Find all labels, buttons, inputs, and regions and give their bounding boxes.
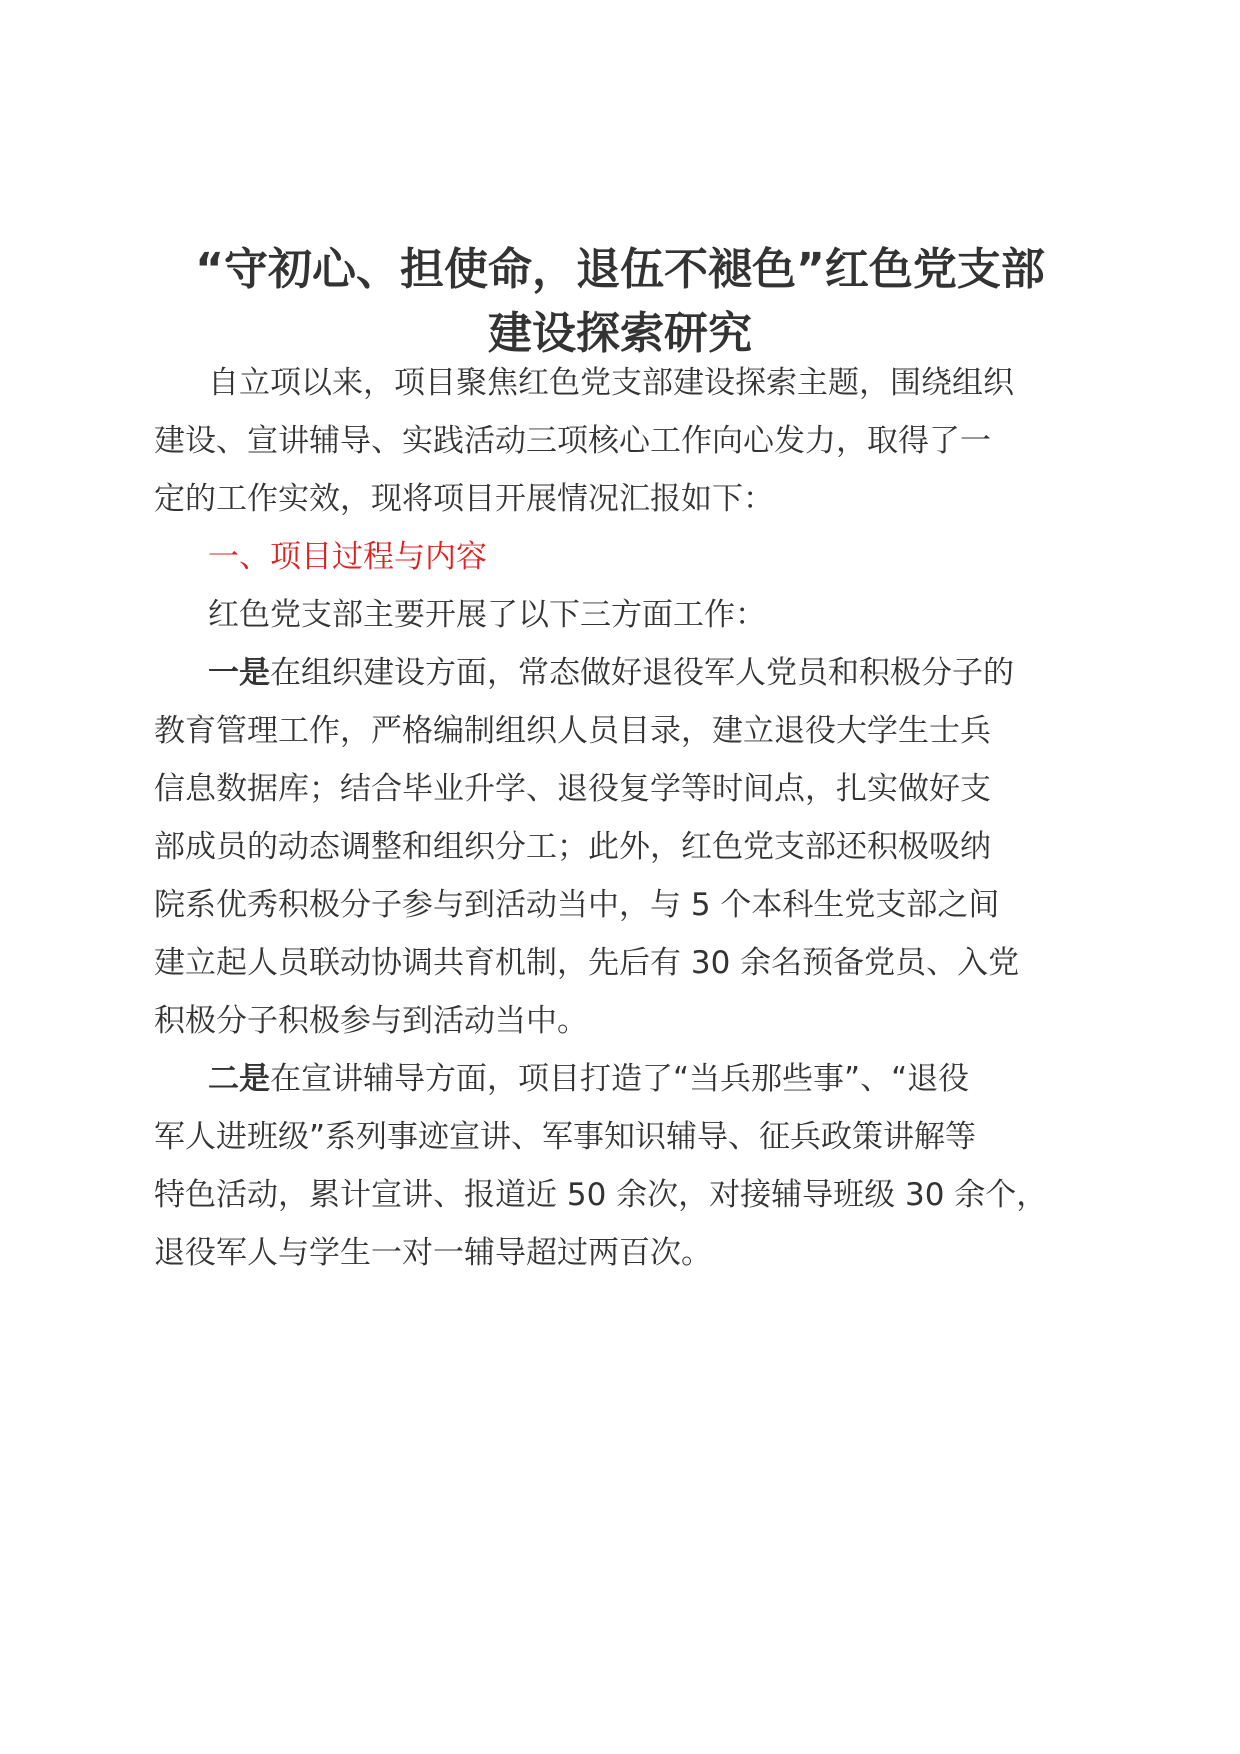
point2-lead: 二是	[208, 1061, 270, 1097]
section-summary: 红色党支部主要开展了以下三方面工作：	[208, 597, 766, 633]
point1-lead: 一是	[208, 655, 270, 691]
point1-first-text: 在组织建设方面，常态做好退役军人党员和积极分子的	[270, 655, 1014, 691]
point1-first-line	[208, 641, 1148, 706]
point1-line-5: 院系优秀积极分子参与到活动当中，与 5 个本科生党支部之间	[154, 887, 1000, 923]
intro-line-3: 定的工作实效，现将项目开展情况汇报如下：	[154, 481, 774, 517]
point2-line-2: 军人进班级”系列事迹宣讲、军事知识辅导、征兵政策讲解等	[154, 1119, 977, 1155]
point1-line-7: 积极分子积极参与到活动当中。	[154, 1003, 588, 1039]
section-heading: 一、项目过程与内容	[208, 539, 487, 575]
point1-line-2: 教育管理工作，严格编制组织人员目录，建立退役大学生士兵	[154, 713, 991, 749]
intro-line-2: 建设、宣讲辅导、实践活动三项核心工作向心发力，取得了一	[154, 423, 991, 459]
point2-first-line	[208, 1047, 1148, 1112]
document-title-line-1: “守初心、担使命，退伍不褪色”红色党支部	[195, 244, 1045, 295]
point2-line-4: 退役军人与学生一对一辅导超过两百次。	[154, 1235, 712, 1271]
point1-line-4: 部成员的动态调整和组织分工；此外，红色党支部还积极吸纳	[154, 829, 991, 865]
document-title-line-2: 建设探索研究	[488, 308, 752, 359]
point2-line-3: 特色活动，累计宣讲、报道近 50 余次，对接辅导班级 30 余个，	[154, 1177, 1048, 1213]
intro-line-1: 自立项以来，项目聚焦红色党支部建设探索主题，围绕组织	[208, 365, 1014, 401]
point1-line-6: 建立起人员联动协调共育机制，先后有 30 余名预备党员、入党	[154, 945, 1020, 981]
point1-line-3: 信息数据库；结合毕业升学、退役复学等时间点，扎实做好支	[154, 771, 991, 807]
point2-first-text: 在宣讲辅导方面，项目打造了“当兵那些事”、“退役	[270, 1061, 970, 1097]
